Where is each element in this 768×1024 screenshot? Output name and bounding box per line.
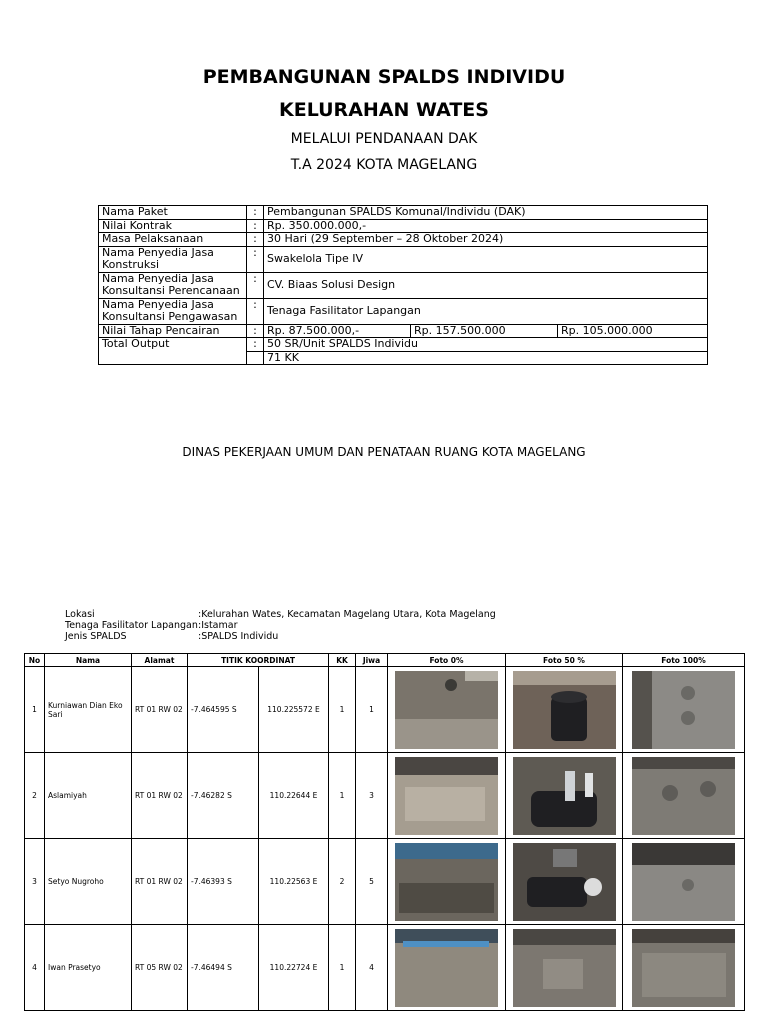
cell-photo-0 [388, 925, 506, 1011]
photo-0-soil-image [395, 929, 498, 1007]
photo-100-concrete-image [632, 843, 735, 921]
cell-lon: 110.22563 E [259, 839, 329, 925]
cell-nama: Setyo Nugroho [45, 839, 132, 925]
cell-nama: Kurniawan Dian Eko Sari [45, 667, 132, 753]
doc-subtitle-line1: MELALUI PENDANAAN DAK [290, 131, 478, 147]
table-row [25, 753, 745, 839]
info-sep: : [247, 298, 264, 324]
header-foto-50: Foto 50 % [506, 654, 623, 667]
info-value: Tenaga Fasilitator Lapangan [264, 298, 708, 324]
cell-kk: 1 [329, 667, 356, 753]
info-value: Rp. 350.000.000,- [264, 219, 708, 233]
meta-label: Tenaga Fasilitator Lapangan [65, 620, 198, 631]
cell-photo-0 [388, 667, 506, 753]
meta-value: :Kelurahan Wates, Kecamatan Magelang Utara, Kota Magelang [198, 609, 496, 620]
cell-photo-100 [623, 753, 745, 839]
cell-alamat: RT 01 RW 02 [132, 839, 188, 925]
meta-value: :Istamar [198, 620, 238, 631]
info-sep-empty [247, 351, 264, 365]
cell-alamat: RT 01 RW 02 [132, 753, 188, 839]
info-sep: : [247, 338, 264, 352]
info-value: CV. Biaas Solusi Design [264, 272, 708, 298]
photo-50-tank-image [513, 843, 616, 921]
photo-0-soil-image [395, 757, 498, 835]
cell-photo-50 [506, 667, 623, 753]
cell-kk: 1 [329, 925, 356, 1011]
tahap-value-2: Rp. 157.500.000 [411, 324, 558, 338]
info-label: Nama Penyedia Jasa Konsultansi Perencanaan [99, 272, 247, 298]
info-value: Swakelola Tipe IV [264, 246, 708, 272]
cell-lon: 110.22724 E [259, 925, 329, 1011]
cell-kk: 1 [329, 753, 356, 839]
info-label: Nama Penyedia Jasa Konstruksi [99, 246, 247, 272]
photo-100-concrete-image [632, 757, 735, 835]
cell-photo-100 [623, 667, 745, 753]
cell-nama: Iwan Prasetyo [45, 925, 132, 1011]
table-row [25, 667, 745, 753]
photo-0-soil-image [395, 843, 498, 921]
info-value: Pembangunan SPALDS Komunal/Individu (DAK) [264, 206, 708, 220]
cell-photo-100 [623, 839, 745, 925]
header-no: No [25, 654, 45, 667]
info-value: 30 Hari (29 September – 28 Oktober 2024) [264, 233, 708, 247]
header-titik-koordinat: TITIK KOORDINAT [188, 654, 329, 667]
info-sep: : [247, 219, 264, 233]
cell-lon: 110.225572 E [259, 667, 329, 753]
cell-photo-0 [388, 753, 506, 839]
info-label: Nilai Tahap Pencairan [99, 324, 247, 338]
info-label: Nilai Kontrak [99, 219, 247, 233]
header-alamat: Alamat [132, 654, 188, 667]
meta-fasilitator [65, 620, 238, 631]
cell-nama: Aslamiyah [45, 753, 132, 839]
header-foto-0: Foto 0% [388, 654, 506, 667]
photo-50-tank-image [513, 929, 616, 1007]
cell-jiwa: 1 [356, 667, 388, 753]
meta-value: :SPALDS Individu [198, 631, 279, 642]
cell-jiwa: 3 [356, 753, 388, 839]
cell-jiwa: 5 [356, 839, 388, 925]
tahap-value-1: Rp. 87.500.000,- [264, 324, 411, 338]
photo-0-soil-image [395, 671, 498, 749]
info-label: Masa Pelaksanaan [99, 233, 247, 247]
doc-title-line2: KELURAHAN WATES [279, 99, 489, 121]
table-header-row [25, 654, 745, 667]
table-row [25, 839, 745, 925]
header-foto-100: Foto 100% [623, 654, 745, 667]
output-value-2: 71 KK [264, 351, 708, 365]
cell-jiwa: 4 [356, 925, 388, 1011]
info-sep: : [247, 272, 264, 298]
meta-jenis [65, 631, 279, 642]
cell-lat: -7.46494 S [188, 925, 259, 1011]
cell-no: 2 [25, 753, 45, 839]
photo-50-tank-image [513, 671, 616, 749]
doc-title-line1: PEMBANGUNAN SPALDS INDIVIDU [202, 66, 566, 88]
cell-no: 1 [25, 667, 45, 753]
doc-subtitle-line2: T.A 2024 KOTA MAGELANG [290, 157, 478, 173]
project-info-table [98, 205, 708, 365]
cell-photo-0 [388, 839, 506, 925]
output-value-1: 50 SR/Unit SPALDS Individu [264, 338, 708, 352]
cell-photo-50 [506, 753, 623, 839]
agency-name: DINAS PEKERJAAN UMUM DAN PENATAAN RUANG KOTA MAGELANG [182, 445, 586, 459]
cell-alamat: RT 05 RW 02 [132, 925, 188, 1011]
cell-photo-50 [506, 925, 623, 1011]
cell-no: 3 [25, 839, 45, 925]
meta-label: Lokasi [65, 609, 95, 620]
cell-lon: 110.22644 E [259, 753, 329, 839]
info-label: Nama Paket [99, 206, 247, 220]
cell-alamat: RT 01 RW 02 [132, 667, 188, 753]
meta-label: Jenis SPALDS [65, 631, 127, 642]
header-jiwa: Jiwa [356, 654, 388, 667]
beneficiary-table [24, 653, 745, 1011]
info-label: Total Output [99, 338, 247, 365]
meta-lokasi [65, 609, 496, 620]
info-sep: : [247, 233, 264, 247]
info-sep: : [247, 324, 264, 338]
info-label: Nama Penyedia Jasa Konsultansi Pengawasan [99, 298, 247, 324]
cell-lat: -7.46393 S [188, 839, 259, 925]
table-row [25, 925, 745, 1011]
header-kk: KK [329, 654, 356, 667]
cell-photo-50 [506, 839, 623, 925]
photo-100-concrete-image [632, 929, 735, 1007]
cell-kk: 2 [329, 839, 356, 925]
tahap-value-3: Rp. 105.000.000 [558, 324, 708, 338]
cell-no: 4 [25, 925, 45, 1011]
cell-lat: -7.46282 S [188, 753, 259, 839]
info-sep: : [247, 246, 264, 272]
photo-100-concrete-image [632, 671, 735, 749]
info-sep: : [247, 206, 264, 220]
photo-50-tank-image [513, 757, 616, 835]
header-nama: Nama [45, 654, 132, 667]
cell-lat: -7.464595 S [188, 667, 259, 753]
cell-photo-100 [623, 925, 745, 1011]
